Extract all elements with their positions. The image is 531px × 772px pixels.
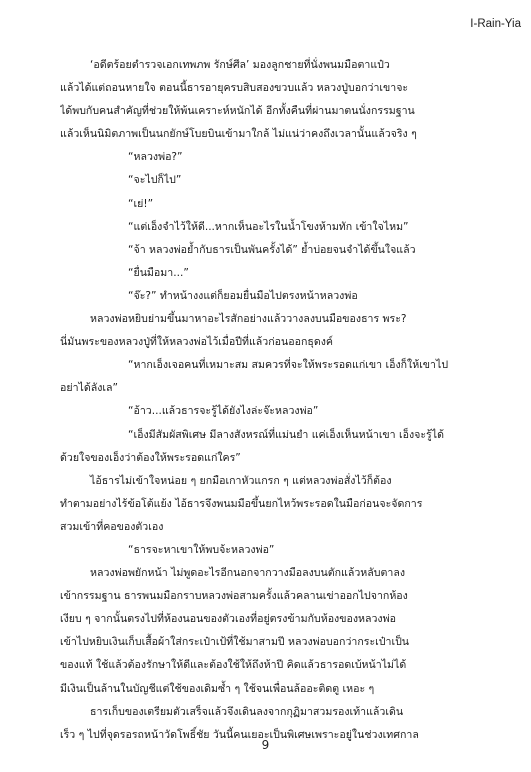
text-line: ทำตามอย่างไร้ข้อโต้แย้ง ไอ้ธารจึงพนมมือขึ้นยกไหว้พระรอดในมือก่อนจะจัดการ (60, 497, 423, 510)
page-number: 9 (261, 738, 270, 752)
text-line: ธารเก็บของเตรียมตัวเสร็จแล้วจึงเดินลงจากกุฏิมาสวมรองเท้าแล้วเดิน (90, 705, 404, 718)
text-line: “อ้าว...แล้วธารจะรู้ได้ยังไงล่ะจ๊ะหลวงพ่อ” (128, 405, 319, 418)
text-line: “ยื่นมือมา...” (128, 266, 189, 279)
text-line: “ธารจะหาเขาให้พบจ้ะหลวงพ่อ” (128, 543, 275, 556)
text-line: เข้ากรรมฐาน ธารพนมมือกราบหลวงพ่อสามครั้งแล้วคลานเข่าออกไปจากห้อง (60, 590, 408, 603)
page-body-text (60, 54, 510, 747)
text-line: “หลวงพ่อ?” (128, 151, 183, 164)
text-line: ของแท้ ใช้แล้วต้องรักษาให้ดีและต้องใช้ให้ถึงห้าปี คิดแล้วธารอดเบ้หน้าไม่ได้ (60, 659, 407, 672)
text-line: เข้าไปหยิบเงินเก็บเสื้อผ้าใส่กระเป๋าเป้ที่ใช้มาสามปี หลวงพ่อบอกว่ากระเป๋าเป็น (60, 636, 410, 649)
running-header: I-Rain-Yia (470, 18, 521, 30)
text-line: ด้วยใจของเอ็งว่าต้องให้พระรอดแก่ใคร” (60, 451, 241, 464)
text-line: หลวงพ่อพยักหน้า ไม่พูดอะไรอีกนอกจากวางมือลงบนตักแล้วหลับตาลง (90, 567, 405, 580)
text-line: เงียบ ๆ จากนั้นตรงไปที่ห้องนอนของตัวเองที่อยู่ตรงข้ามกับห้องของหลวงพ่อ (60, 613, 396, 626)
text-line: ได้พบกับคนสำคัญที่ช่วยให้พ้นเคราะห์หนักได้ อีกทั้งคืนที่ผ่านมาตนนั่งกรรมฐาน (60, 105, 415, 118)
text-line: มีเงินเป็นล้านในบัญชีแต่ใช้ของเดิมซ้ำ ๆ ใช้จนเพื่อนล้ออะติดตู เหอะ ๆ (60, 682, 375, 695)
text-line: สวมเข้าที่คอของตัวเอง (60, 520, 164, 533)
text-line: “เย่!” (128, 197, 154, 210)
text-line: ‘อดีตร้อยตำรวจเอกเทพภพ รักษ์ศีล’ มองลูกชายที่นั่งพนมมือตาแป๋ว (90, 59, 390, 71)
text-line: ไอ้ธารไม่เข้าใจหน่อย ๆ ยกมือเกาหัวแกรก ๆ แต่หลวงพ่อสั่งไว้ก็ต้อง (90, 474, 392, 487)
text-line: อย่าได้ลังเล” (60, 382, 118, 395)
text-line: แล้วได้แต่ถอนหายใจ ตอนนี้ธารอายุครบสิบสองขวบแล้ว หลวงปู่บอกว่าเขาจะ (60, 82, 409, 95)
text-line: แล้วเห็นนิมิตภาพเป็นนกยักษ์โบยบินเข้ามาใกล้ ไม่แน่ว่าคงถึงเวลานั้นแล้วจริง ๆ (60, 128, 417, 141)
text-line: “แต่เอ็งจำไว้ให้ดี...หากเห็นอะไรในน้ำโขงห้ามทัก เข้าใจไหม” (128, 220, 409, 233)
text-line: “เอ็งมีสัมผัสพิเศษ มีลางสังหรณ์ที่แม่นยำ แค่เอ็งเห็นหน้าเขา เอ็งจะรู้ได้ (128, 428, 444, 441)
text-line: เร็ว ๆ ไปที่จุดรอรถหน้าวัดโพธิ์ชัย วันนี้คนเยอะเป็นพิเศษเพราะอยู่ในช่วงเทศกาล (60, 728, 419, 741)
text-line: “จ๊ะ?” ทำหน้างงแต่ก็ยอมยื่นมือไปตรงหน้าหลวงพ่อ (128, 289, 358, 302)
text-line: นี่มันพระของหลวงปู่ที่ให้หลวงพ่อไว้เมื่อปีที่แล้วก่อนออกธุดงค์ (60, 336, 333, 349)
text-line: หลวงพ่อหยิบย่ามขึ้นมาหาอะไรสักอย่างแล้ววางลงบนมือของธาร พระ? (90, 313, 407, 326)
text-line: “หากเอ็งเจอคนที่เหมาะสม สมควรที่จะให้พระรอดแก่เขา เอ็งก็ให้เขาไป (128, 359, 449, 372)
text-line: “จะไปก็ไป” (128, 174, 182, 187)
text-line: “จ้า หลวงพ่อย้ำกับธารเป็นพันครั้งได้” ย้ำบ่อยจนจำได้ขึ้นใจแล้ว (128, 243, 416, 256)
